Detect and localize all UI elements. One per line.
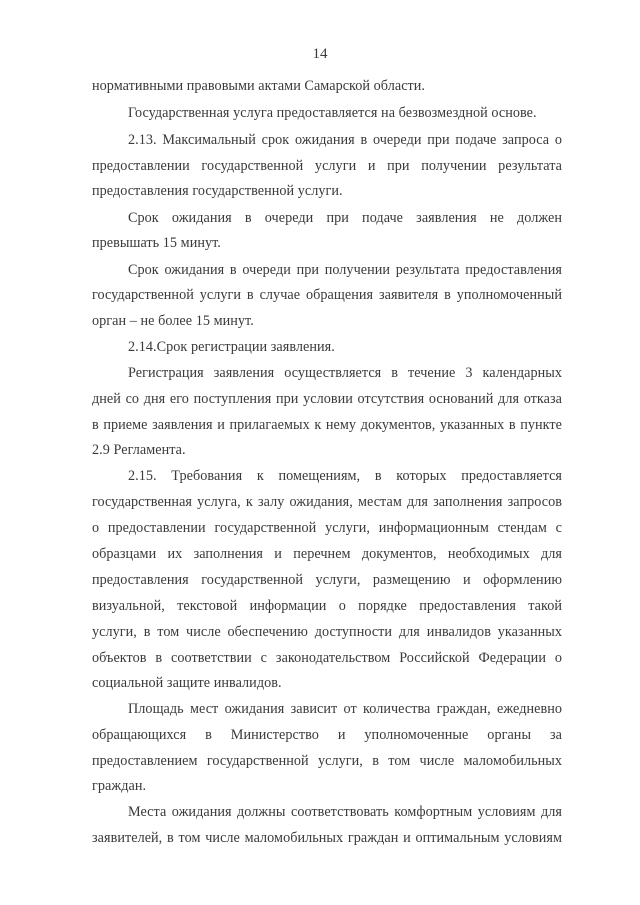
text-line: 2.15. Требования к помещениям, в которых предоставляется (128, 468, 562, 484)
text-line: социальной защите инвалидов. (92, 675, 282, 691)
text-line: превышать 15 минут. (92, 235, 221, 251)
text-line: в приеме заявления и прилагаемых к нему документов, указанных в пункте (92, 417, 562, 433)
text-line: государственная услуга, к залу ожидания, местам для заполнения запросов (92, 494, 562, 510)
text-line: услуги, в том числе обеспечению доступности для инвалидов указанных (92, 624, 562, 640)
text-line: Срок ожидания в очереди при подаче заявления не должен (128, 210, 562, 226)
text-line: Площадь мест ожидания зависит от количества граждан, ежедневно (128, 701, 562, 717)
text-line: орган – не более 15 минут. (92, 313, 254, 329)
text-line: Государственная услуга предоставляется на безвозмездной основе. (128, 105, 537, 121)
text-line: нормативными правовыми актами Самарской области. (92, 78, 426, 94)
text-line: обращающихся в Министерство и уполномоченные органы за (92, 727, 562, 743)
text-line: государственной услуги в случае обращения заявителя в уполномоченный (92, 287, 562, 303)
text-line: заявителей, в том числе маломобильных граждан и оптимальным условиям (92, 830, 562, 846)
text-line: Места ожидания должны соответствовать комфортным условиям для (128, 804, 562, 820)
text-line: образцами их заполнения и перечнем документов, необходимых для (92, 546, 562, 562)
text-line: предоставлением государственной услуги, в том числе маломобильных (92, 753, 562, 769)
text-line: дней со дня его поступления при условии отсутствия оснований для отказа (92, 391, 562, 407)
text-line: Регистрация заявления осуществляется в течение 3 календарных (128, 365, 562, 381)
text-line: предоставления государственной услуги, размещению и оформлению (92, 572, 562, 588)
text-line: визуальной, текстовой информации о порядке предоставления такой (92, 598, 562, 614)
text-line: 2.9 Регламента. (92, 442, 186, 458)
page-number: 14 (312, 46, 328, 62)
text-line: о предоставлении государственной услуги, информационным стендам с (92, 520, 562, 536)
text-line: объектов в соответствии с законодательством Российской Федерации о (92, 650, 562, 666)
text-line: граждан. (92, 778, 147, 794)
text-line: предоставления государственной услуги. (92, 183, 343, 199)
text-line: предоставлении государственной услуги и при получении результата (92, 158, 562, 174)
text-line: Срок ожидания в очереди при получении результата предоставления (128, 262, 562, 278)
text-line: 2.13. Максимальный срок ожидания в очереди при подаче запроса о (128, 132, 562, 148)
text-line: 2.14.Срок регистрации заявления. (128, 339, 335, 355)
